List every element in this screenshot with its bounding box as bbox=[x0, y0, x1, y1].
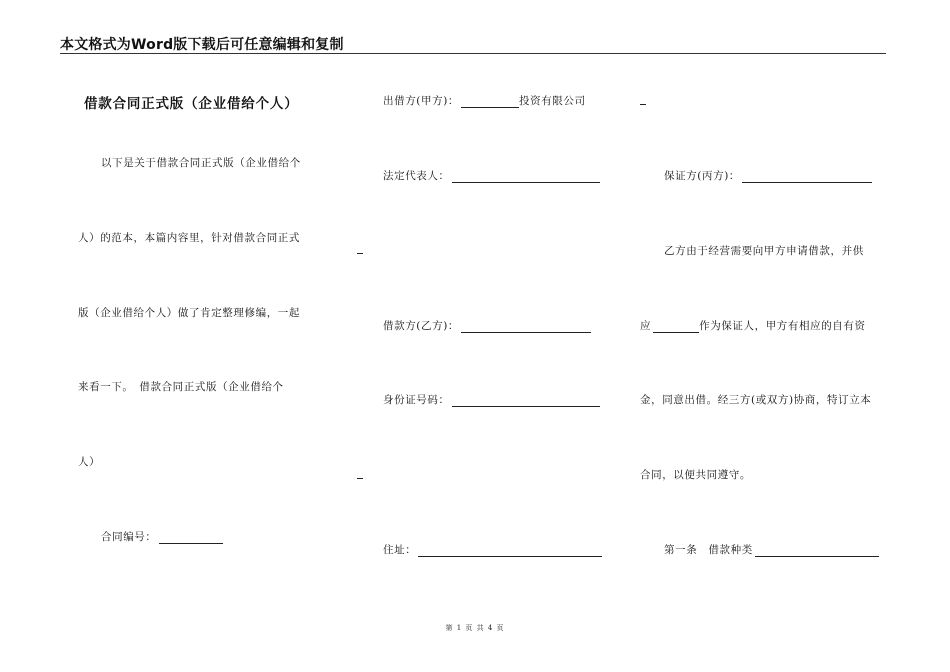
document-header: 本文格式为Word版下载后可任意编辑和复制 bbox=[60, 37, 344, 53]
col3-dash-1 bbox=[640, 104, 646, 105]
guarantor-blank bbox=[742, 171, 872, 183]
col2-dash-1 bbox=[357, 253, 363, 254]
header-rule bbox=[60, 53, 886, 54]
intro-line-4: 来看一下。 借款合同正式版（企业借给个 bbox=[78, 381, 284, 393]
page-number: 第 1 页 共 4 页 bbox=[445, 624, 505, 632]
lender-field bbox=[383, 93, 586, 108]
address-label: 住址： bbox=[383, 544, 417, 556]
col2-dash-2 bbox=[357, 478, 363, 479]
article-1-label: 第一条 借款种类 bbox=[664, 544, 753, 556]
terms-line-4: 合同，以便共同遵守。 bbox=[640, 469, 751, 481]
id-number-label: 身份证号码： bbox=[383, 394, 450, 406]
lender-label: 出借方(甲方)： bbox=[383, 95, 459, 107]
legal-rep-blank bbox=[452, 171, 600, 183]
terms-line-3: 金，同意出借。经三方(或双方)协商，特订立本 bbox=[640, 394, 872, 406]
article-1-field bbox=[664, 542, 879, 557]
lender-suffix: 投资有限公司 bbox=[519, 95, 586, 107]
guarantor-label: 保证方(丙方)： bbox=[664, 170, 740, 182]
legal-rep-label: 法定代表人： bbox=[383, 170, 450, 182]
document-title: 借款合同正式版（企业借给个人） bbox=[84, 96, 299, 112]
lender-blank bbox=[461, 96, 519, 108]
borrower-field bbox=[383, 318, 591, 333]
id-number-blank bbox=[452, 395, 600, 407]
terms-line-2-text: 作为保证人，甲方有相应的自有资 bbox=[699, 320, 866, 332]
intro-line-5: 人） bbox=[78, 456, 101, 468]
id-number-field bbox=[383, 392, 600, 407]
contract-number-label: 合同编号： bbox=[101, 531, 157, 543]
loan-type-blank bbox=[755, 545, 879, 557]
terms-line-2 bbox=[640, 318, 866, 333]
contract-number-field bbox=[101, 529, 223, 544]
address-blank bbox=[418, 545, 602, 557]
guarantor-name-blank bbox=[653, 321, 699, 333]
borrower-blank bbox=[461, 321, 591, 333]
guarantor-field bbox=[664, 168, 872, 183]
intro-line-3: 版（企业借给个人）做了肯定整理修编，一起 bbox=[78, 307, 300, 319]
terms-line-1: 乙方由于经营需要向甲方申请借款，并供 bbox=[664, 245, 864, 257]
intro-line-2: 人）的范本，本篇内容里，针对借款合同正式 bbox=[78, 232, 300, 244]
address-field bbox=[383, 542, 602, 557]
borrower-label: 借款方(乙方)： bbox=[383, 320, 459, 332]
legal-rep-field bbox=[383, 168, 600, 183]
contract-number-blank bbox=[159, 532, 223, 544]
intro-line-1: 以下是关于借款合同正式版（企业借给个 bbox=[101, 157, 301, 169]
terms-line-2-prefix: 应 bbox=[640, 320, 652, 332]
